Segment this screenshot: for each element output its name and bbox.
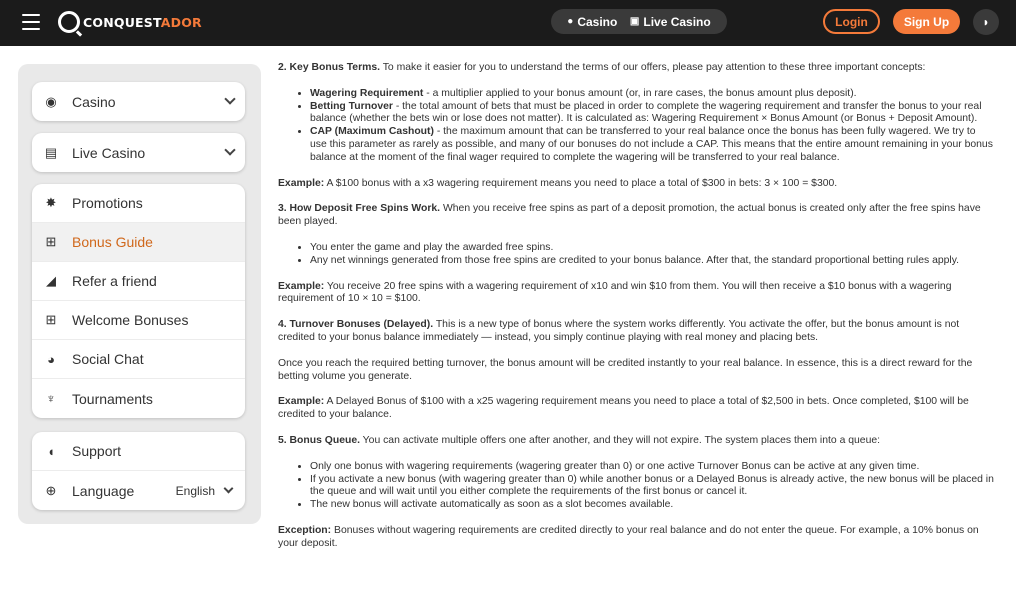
sidebar	[18, 64, 261, 524]
headset-icon: ◖	[47, 443, 55, 459]
top-nav-live-casino-label: Live Casino	[643, 14, 711, 29]
sidebar-item-label: Casino	[72, 93, 116, 110]
logo-mark-icon	[58, 11, 80, 33]
sidebar-item-welcome-bonuses[interactable]	[32, 301, 245, 340]
section-turnover-bonuses: 4. Turnover Bonuses (Delayed). This is a new type of bonus where the system works differently. You activate the offer, but the bonus amount is not credited to your bonus balance immediately — instead, you simply continue playing with real money and placing bets.	[278, 319, 960, 343]
globe-icon: ⊕	[45, 482, 57, 498]
logo-text: CONQUESTADOR	[83, 14, 202, 30]
sidebar-group-live-casino	[32, 133, 245, 172]
trophy-icon: ♆	[46, 391, 56, 406]
chevron-down-icon	[224, 484, 234, 494]
turnover-paragraph: Once you reach the required betting turnover, the bonus amount will be credited instantly to your real balance. In essence, this is a direct reward for the betting volume you generate.	[278, 357, 973, 382]
sidebar-item-language[interactable]	[32, 471, 245, 510]
sidebar-item-label: Tournaments	[72, 390, 153, 407]
sidebar-item-label: Social Chat	[72, 351, 144, 367]
casino-chip-icon: ◉	[45, 93, 57, 109]
sidebar-item-bonus-guide[interactable]	[32, 223, 245, 262]
cards-icon: ▤	[44, 144, 58, 160]
menu-icon[interactable]	[22, 14, 40, 30]
bonus-queue-list	[278, 461, 994, 512]
top-nav-live-casino[interactable]	[630, 15, 711, 29]
example-paragraph: Example: A Delayed Bonus of $100 with a x25 wagering requirement means you need to place a total of $2,500 in bets. Once completed, $100 will be credited to your balance.	[278, 396, 969, 421]
sidebar-item-promotions[interactable]	[32, 184, 245, 223]
example-paragraph: Example: You receive 20 free spins with a wagering requirement of x10 and win $10 from them. You will then receive a $10 bonus with a wagering requirement of 10 × 10 = $100.	[278, 280, 952, 305]
login-button[interactable]: Login	[823, 9, 880, 34]
sidebar-item-label: Support	[72, 443, 122, 459]
key-terms-list	[278, 88, 994, 165]
sidebar-item-refer-a-friend[interactable]	[32, 262, 245, 301]
list-item: • Betting Turnover - the total amount of bets that must be placed in order to complete the wagering requirement and transfer the bonus to your real balance (whether the bets win or lose does not matter). It is calculated as: Wagering Requirement × Bonus Amount (or Bonus + Deposit Amount).	[310, 101, 994, 127]
list-item: • Wagering Requirement - a multiplier applied to your bonus amount (or, in rare cases, the bonus amount plus deposit).	[310, 88, 994, 101]
sidebar-group-promotions	[32, 184, 245, 418]
sidebar-item-label: Promotions	[72, 195, 143, 211]
top-nav-casino[interactable]	[567, 15, 617, 29]
sidebar-item-label: Bonus Guide	[72, 234, 153, 250]
section-bonus-queue: 5. Bonus Queue. You can activate multiple offers one after another, and they will not expire. The system places them into a queue:	[278, 434, 881, 446]
sidebar-item-label: Language	[72, 482, 135, 499]
list-item: • Any net winnings generated from those free spins are credited to your bonus balance. After that, the standard proportional betting rules apply.	[310, 255, 994, 268]
list-item: • The new bonus will activate automatically as soon as a slot becomes available.	[310, 499, 994, 512]
list-item: • Only one bonus with wagering requirements (wagering greater than 0) or one active Turnover Bonus can be active at any given time.	[310, 461, 994, 474]
live-casino-icon: ▣	[629, 16, 640, 27]
chevron-down-icon	[224, 144, 235, 155]
gift-icon: ⊞	[45, 234, 57, 249]
exception-paragraph: Exception: Bonuses without wagering requirements are credited directly to your real balance and do not enter the queue. For example, a 10% bonus on your deposit.	[278, 524, 979, 549]
sidebar-item-label: Live Casino	[72, 144, 146, 161]
list-item: • CAP (Maximum Cashout) - the maximum amount that can be transferred to your real balance once the bonus has been fully wagered. We try to use this parameter as rarely as possible, and many of our bonuses do not include a CAP. This means that the entire amount remaining in your bonus balance at the moment of the final wager required to complete the wagering will be transferred to your real balance.	[310, 126, 994, 164]
clipped-text-line	[278, 36, 994, 44]
top-nav-casino-label: Casino	[577, 14, 618, 29]
chat-icon: ◕	[47, 351, 55, 367]
megaphone-icon: ◢	[46, 273, 56, 288]
bonus-guide-content	[278, 36, 994, 564]
section-free-spins: 3. How Deposit Free Spins Work. When you receive free spins as part of a deposit promotion, the actual bonus is created only after the free spins have been played.	[278, 203, 981, 228]
list-item: • You enter the game and play the awarded free spins.	[310, 242, 994, 255]
star-burst-icon: ✸	[45, 195, 57, 210]
signup-button[interactable]: Sign Up	[893, 9, 960, 34]
list-item: • If you activate a new bonus (with wagering greater than 0) while another bonus or a Delayed Bonus is already active, the new bonus will be placed in the queue and will wait until you either complete the requirements of the first bonus or cancel it.	[310, 474, 994, 500]
language-value: English	[175, 483, 215, 498]
free-spins-list	[278, 242, 994, 268]
sidebar-item-label: Welcome Bonuses	[72, 312, 189, 328]
chevron-down-icon	[224, 93, 235, 104]
example-paragraph: Example: A $100 bonus with a x3 wagering requirement means you need to place a total of $300 in bets: 3 × 100 = $300.	[278, 177, 838, 189]
sidebar-group-casino	[32, 82, 245, 121]
section-key-bonus-terms: 2. Key Bonus Terms. To make it easier for you to understand the terms of our offers, please pay attention to these three important concepts:	[278, 62, 926, 73]
support-chat-icon[interactable]: ◗	[973, 9, 999, 35]
sidebar-item-live-casino[interactable]	[32, 133, 245, 172]
casino-chip-icon: ●	[567, 16, 574, 27]
top-nav-pill	[551, 9, 727, 34]
logo[interactable]	[58, 10, 202, 34]
sidebar-item-casino[interactable]	[32, 82, 245, 121]
sidebar-item-label: Refer a friend	[72, 273, 157, 289]
sidebar-item-social-chat[interactable]	[32, 340, 245, 379]
gift-icon: ⊞	[45, 312, 57, 327]
sidebar-item-support[interactable]	[32, 432, 245, 471]
sidebar-group-support	[32, 432, 245, 510]
sidebar-item-tournaments[interactable]	[32, 379, 245, 418]
